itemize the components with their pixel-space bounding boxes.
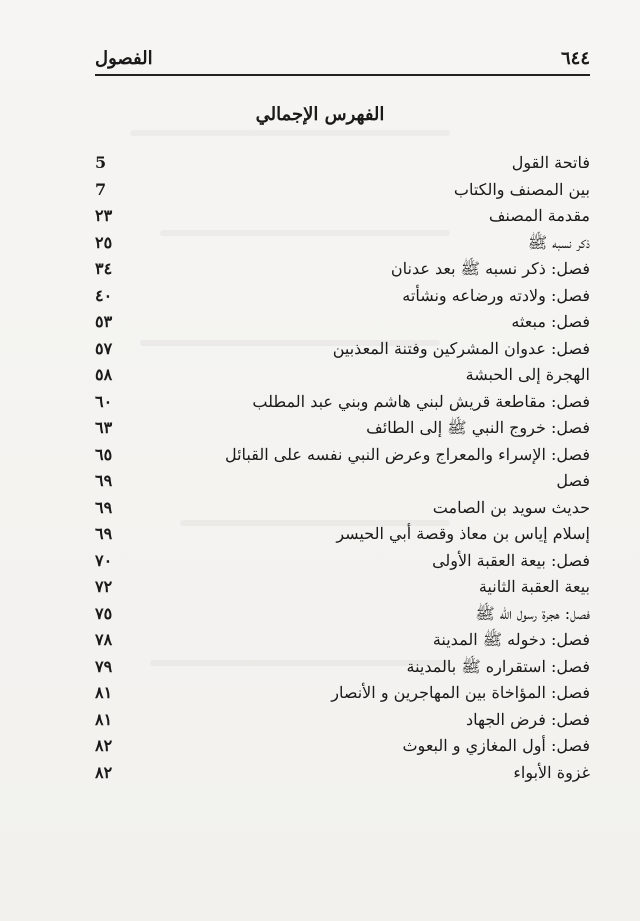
toc-entry-page: 5 bbox=[95, 153, 107, 172]
toc-entry bbox=[95, 442, 590, 469]
toc-entry-page: ٧٠ bbox=[95, 550, 113, 570]
toc-entry bbox=[95, 733, 590, 760]
toc-entry bbox=[95, 256, 590, 283]
toc-entry bbox=[95, 707, 590, 734]
header-rule bbox=[95, 74, 590, 76]
toc-entry-title: إسلام إياس بن معاذ وقصة أبي الحيسر bbox=[336, 524, 590, 543]
toc-entry bbox=[95, 336, 590, 363]
toc-entry-page: ٦٩ bbox=[95, 524, 113, 543]
toc-entry-title: فصل: فرض الجهاد bbox=[465, 709, 590, 729]
toc-entry bbox=[95, 627, 590, 654]
toc-entry-title: فصل: مقاطعة قريش لبني هاشم وبني عبد المطلب bbox=[252, 391, 590, 411]
toc-entry-title: فصل: ولادته ورضاعه ونشأته bbox=[402, 285, 590, 305]
toc-entry-title: فاتحة القول bbox=[511, 153, 590, 172]
toc-entry-page: ٢٥ bbox=[95, 232, 113, 252]
toc-entry bbox=[95, 309, 590, 336]
toc-entry-title: فصل: استقراره ﷺ بالمدينة bbox=[406, 656, 590, 676]
toc-entry-page: ٧٩ bbox=[95, 656, 113, 676]
toc-entry-title: فصل bbox=[556, 471, 590, 490]
toc-entry-title: فصل: المؤاخاة بين المهاجرين و الأنصار bbox=[331, 683, 590, 702]
toc-entry bbox=[95, 680, 590, 707]
toc-entry-title: بيعة العقبة الثانية bbox=[478, 577, 590, 596]
toc-entry bbox=[95, 654, 590, 681]
toc-entry bbox=[95, 548, 590, 575]
toc-entry bbox=[95, 177, 590, 204]
toc-entry-page: ٥٧ bbox=[95, 338, 113, 358]
toc-entry-title: فصل: خروج النبي ﷺ إلى الطائف bbox=[366, 418, 590, 437]
toc-entry bbox=[95, 760, 590, 787]
running-header bbox=[95, 48, 590, 74]
page-number: ٦٤٤ bbox=[560, 48, 590, 69]
toc-entry-page: ٦٩ bbox=[95, 471, 113, 490]
toc-entry-page: ٤٠ bbox=[95, 285, 113, 305]
toc-entry-title: حديث سويد بن الصامت bbox=[432, 497, 590, 517]
toc-entry bbox=[95, 415, 590, 442]
toc-entry-title: فصل: الإسراء والمعراج وعرض النبي نفسه على القبائل bbox=[224, 444, 590, 464]
toc-entry bbox=[95, 230, 590, 257]
toc-entry-title: الهجرة إلى الحبشة bbox=[465, 365, 590, 384]
toc-entry-title: فصل: أول المغازي و البعوث bbox=[402, 736, 590, 755]
toc-entry-page: ٧٨ bbox=[95, 630, 113, 649]
toc-entry-page: ٥٨ bbox=[95, 365, 113, 384]
toc-entry-page: ٢٣ bbox=[95, 206, 113, 225]
toc-entry-page: ٧٥ bbox=[95, 603, 113, 623]
toc-entry-title: فصل: دخوله ﷺ المدينة bbox=[432, 630, 590, 649]
toc-entry-title: ذكر نسبه ﷺ bbox=[527, 232, 590, 252]
toc-entry-page: 7 bbox=[95, 179, 107, 199]
toc-entry-page: ٧٢ bbox=[95, 577, 113, 596]
toc-entry bbox=[95, 283, 590, 310]
toc-entry-title: فصل: عدوان المشركين وفتنة المعذبين bbox=[332, 338, 590, 358]
table-of-contents bbox=[95, 150, 590, 786]
toc-entry bbox=[95, 150, 590, 177]
toc-entry-page: ٦٣ bbox=[95, 418, 113, 437]
toc-entry-page: ٨١ bbox=[95, 683, 113, 702]
toc-entry-page: ٦٥ bbox=[95, 444, 113, 464]
toc-entry bbox=[95, 601, 590, 628]
toc-entry bbox=[95, 521, 590, 548]
running-title: الفصول bbox=[95, 48, 153, 69]
toc-entry-page: ٨٢ bbox=[95, 762, 113, 782]
toc-entry-title: مقدمة المصنف bbox=[488, 206, 590, 225]
show-through bbox=[130, 130, 450, 136]
toc-entry-title: فصل: ذكر نسبه ﷺ بعد عدنان bbox=[390, 259, 590, 278]
toc-entry bbox=[95, 389, 590, 416]
toc-entry-page: ٦٩ bbox=[95, 497, 113, 517]
toc-entry-title: فصل: مبعثه bbox=[511, 312, 590, 331]
toc-entry-page: ٨١ bbox=[95, 709, 113, 729]
toc-entry bbox=[95, 362, 590, 389]
toc-entry-title: غزوة الأبواء bbox=[513, 762, 590, 782]
index-title: الفهرس الإجمالي bbox=[255, 104, 385, 125]
toc-entry-page: ٦٠ bbox=[95, 391, 113, 411]
toc-entry-page: ٨٢ bbox=[95, 736, 113, 755]
toc-entry-title: بين المصنف والكتاب bbox=[453, 179, 590, 199]
toc-entry-page: ٥٣ bbox=[95, 312, 113, 331]
toc-entry-title: فصل: هجرة رسول الله ﷺ bbox=[475, 603, 590, 623]
toc-entry bbox=[95, 468, 590, 495]
toc-entry bbox=[95, 574, 590, 601]
toc-entry bbox=[95, 495, 590, 522]
toc-entry bbox=[95, 203, 590, 230]
toc-entry-title: فصل: بيعة العقبة الأولى bbox=[432, 550, 590, 570]
toc-entry-page: ٣٤ bbox=[95, 259, 113, 278]
